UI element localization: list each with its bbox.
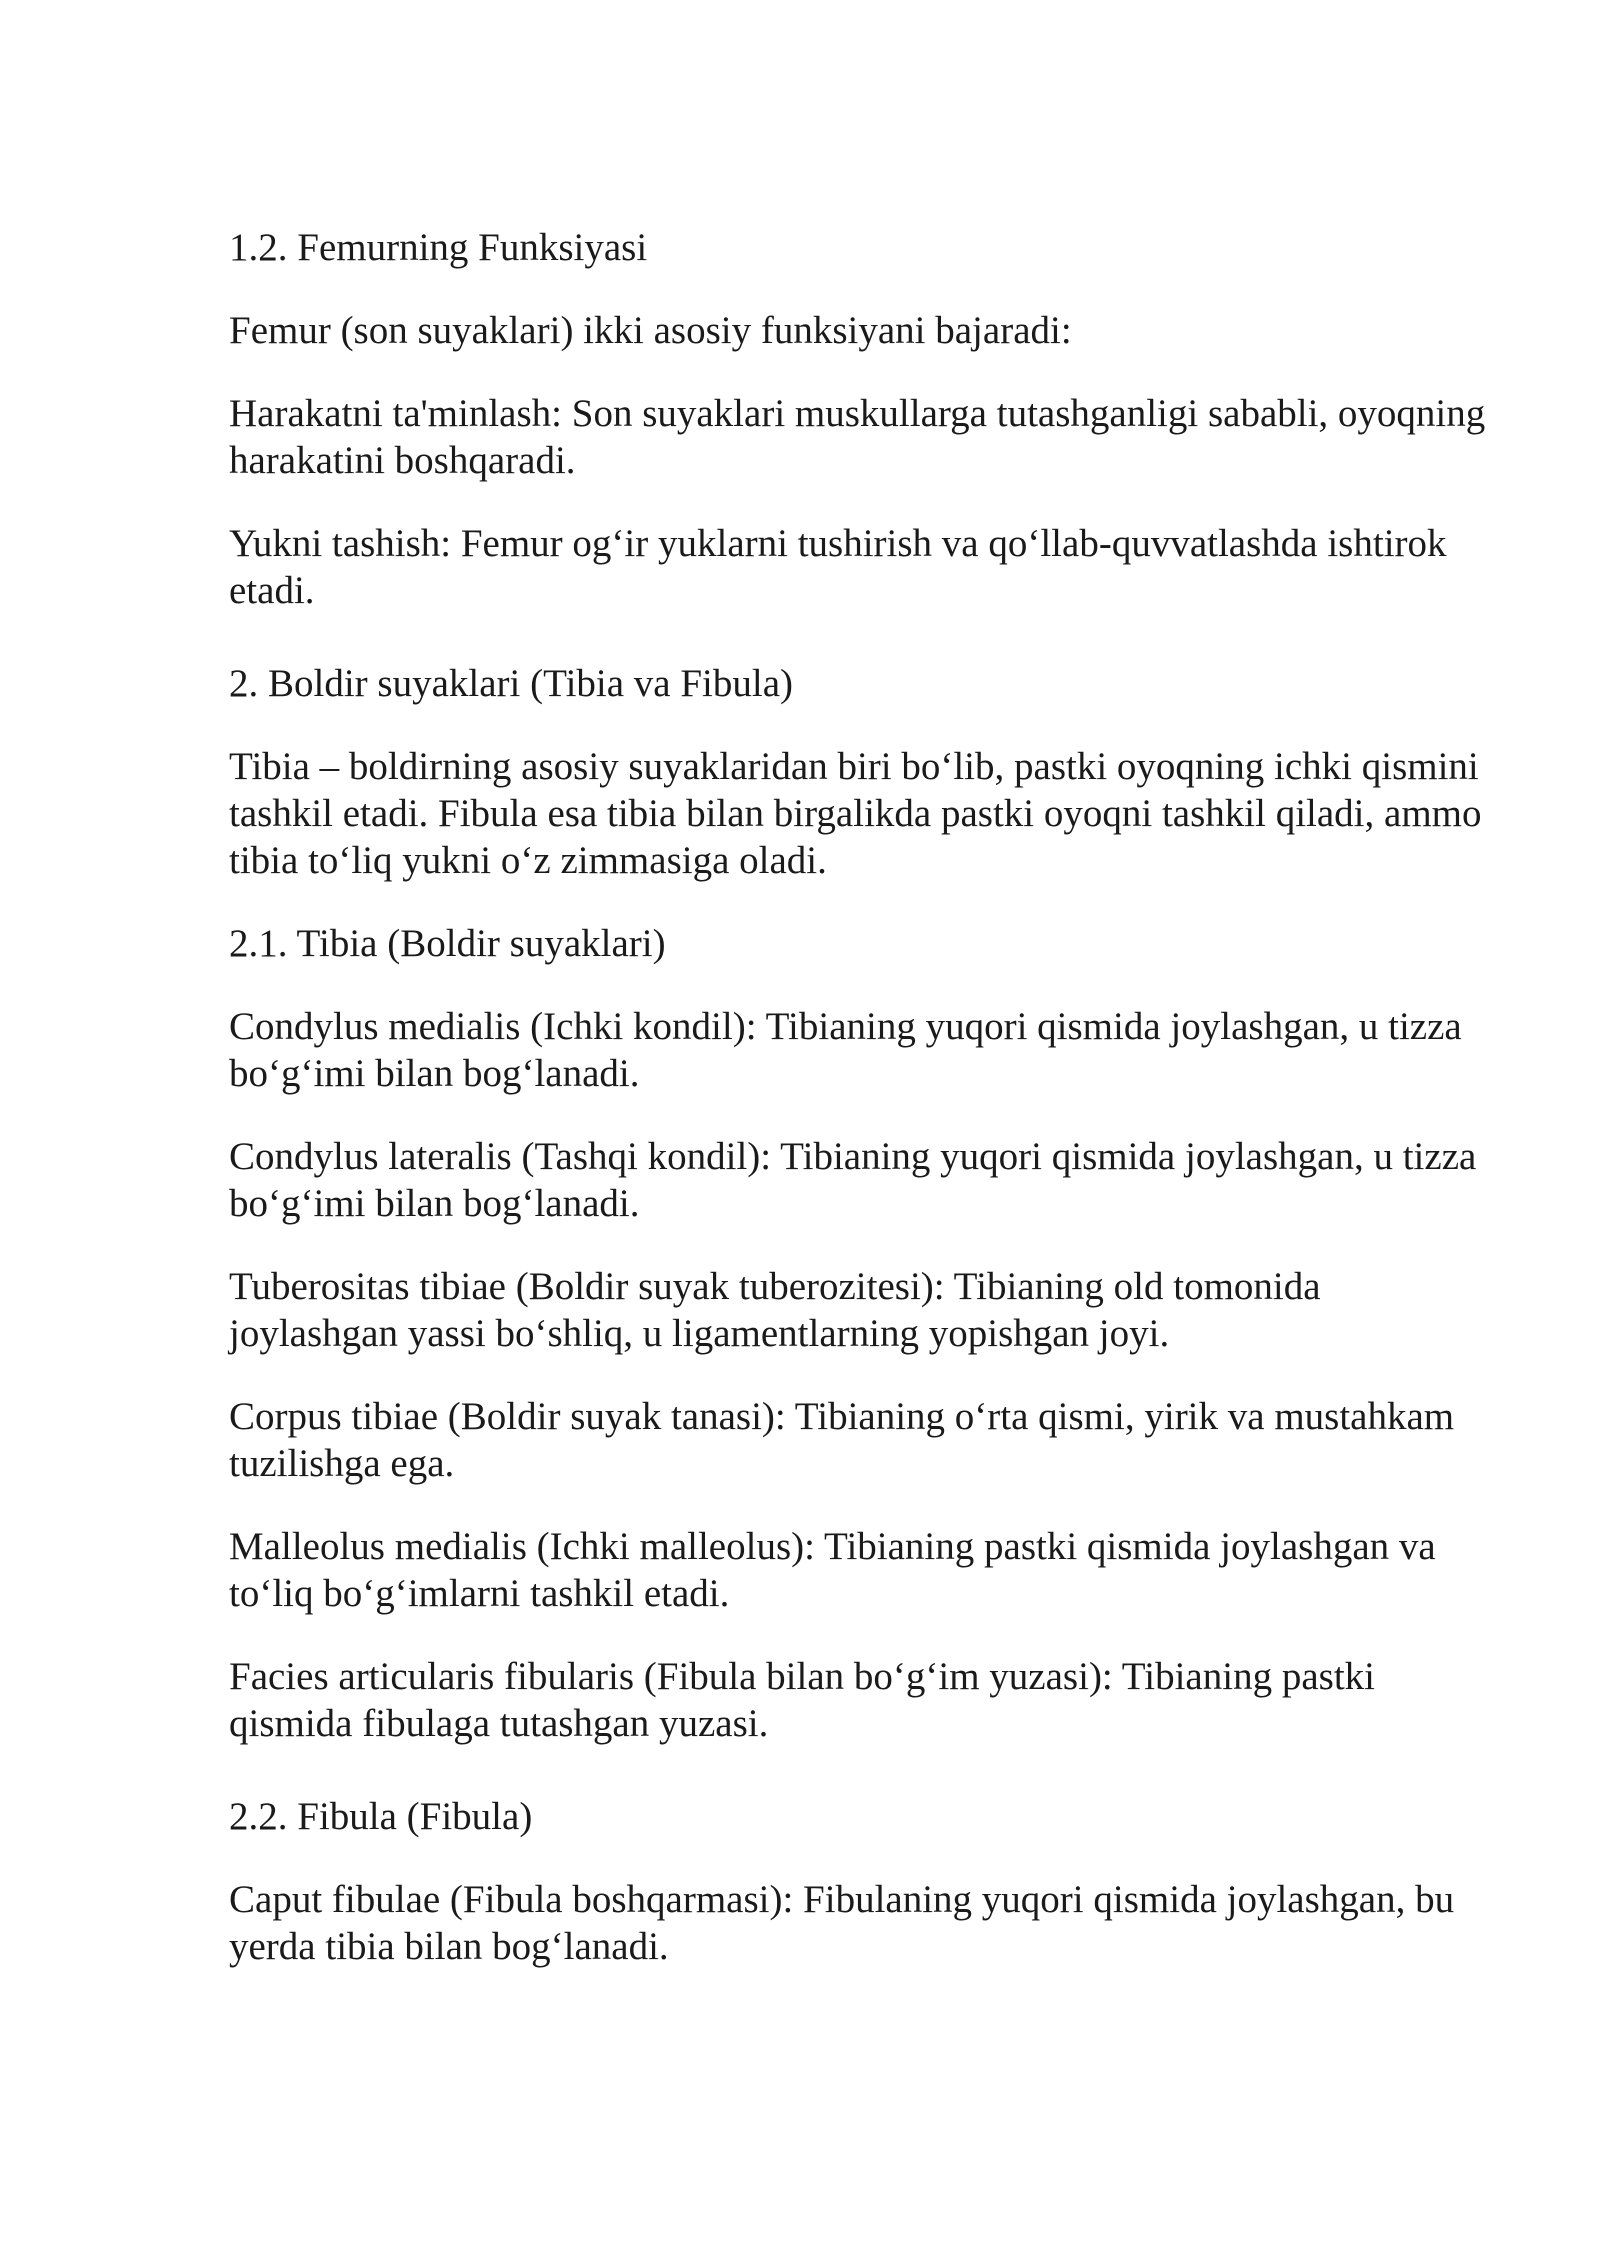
paragraph-corpus-tibiae: Corpus tibiae (Boldir suyak tanasi): Tibianing o‘rta qismi, yirik va mustahkam tuzilishga ega. bbox=[229, 1395, 1455, 1485]
paragraph-tuberositas-tibiae: Tuberositas tibiae (Boldir suyak tuberozitesi): Tibianing old tomonida joylashgan yassi bo‘shliq, u ligamentlarning yopishgan joyi. bbox=[229, 1265, 1321, 1355]
section-heading-leg-bones: 2. Boldir suyaklari (Tibia va Fibula) bbox=[229, 662, 794, 705]
section-heading-tibia: 2.1. Tibia (Boldir suyaklari) bbox=[229, 922, 666, 965]
paragraph-movement: Harakatni ta'minlash: Son suyaklari muskullarga tutashganligi sababli, oyoqning harakatini boshqaradi. bbox=[229, 392, 1486, 482]
section-heading-fibula: 2.2. Fibula (Fibula) bbox=[229, 1795, 533, 1838]
section-heading-femur-function: 1.2. Femurning Funksiyasi bbox=[229, 226, 648, 269]
paragraph-condylus-lateralis: Condylus lateralis (Tashqi kondil): Tibianing yuqori qismida joylashgan, u tizza bo‘g‘imi bilan bog‘lanadi. bbox=[229, 1135, 1477, 1225]
document-body bbox=[229, 224, 1499, 2006]
paragraph-malleolus-medialis: Malleolus medialis (Ichki malleolus): Tibianing pastki qismida joylashgan va to‘liq bo‘g‘imlarni tashkil etadi. bbox=[229, 1525, 1436, 1615]
paragraph-caput-fibulae: Caput fibulae (Fibula boshqarmasi): Fibulaning yuqori qismida joylashgan, bu yerda tibia bilan bog‘lanadi. bbox=[229, 1878, 1455, 1968]
paragraph-load-bearing: Yukni tashish: Femur og‘ir yuklarni tushirish va qo‘llab-quvvatlashda ishtirok etadi. bbox=[229, 522, 1447, 612]
paragraph-tibia-intro: Tibia – boldirning asosiy suyaklaridan biri bo‘lib, pastki oyoqning ichki qismini tashkil etadi. Fibula esa tibia bilan birgalikda pastki oyoqni tashkil qiladi, ammo tibia to‘liq yukni o‘z zimmasiga oladi. bbox=[229, 745, 1482, 882]
paragraph-condylus-medialis: Condylus medialis (Ichki kondil): Tibianing yuqori qismida joylashgan, u tizza bo‘g‘imi bilan bog‘lanadi. bbox=[229, 1005, 1462, 1095]
paragraph-femur-intro: Femur (son suyaklari) ikki asosiy funksiyani bajaradi: bbox=[229, 309, 1072, 352]
paragraph-facies-articularis: Facies articularis fibularis (Fibula bilan bo‘g‘im yuzasi): Tibianing pastki qismida fibulaga tutashgan yuzasi. bbox=[229, 1655, 1375, 1745]
